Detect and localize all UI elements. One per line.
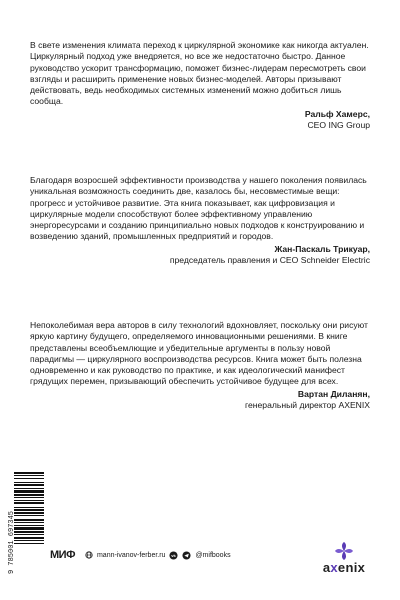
author-name: Ральф Хамерс, <box>304 108 370 119</box>
isbn-barcode <box>14 472 44 574</box>
social-handle[interactable]: @mifbooks <box>195 551 231 559</box>
isbn-number: 9 785001 697345 <box>8 510 16 574</box>
quote-attribution <box>30 244 370 267</box>
author-name: Вартан Диланян, <box>297 388 370 399</box>
axenix-emblem-icon <box>304 540 384 562</box>
quote-text: В свете изменения климата переход к циркулярной экономике как никогда актуален. Циркулярный подход уже внедряется, но все же недостаточно быстро. Данное руководство ускорит трансформацию, поможет бизнес-лидерам пересмотреть свои взгляды и расширить применение новых бизнес-моделей. Авторы призывают действовать, ведь необходимых системных изменений можно добиться лишь сообща. <box>30 40 369 107</box>
telegram-icon[interactable] <box>182 551 191 560</box>
website-link[interactable]: mann-ivanov-ferber.ru <box>96 551 166 559</box>
quote-text: Благодаря возросшей эффективности производства у нашего поколения появилась уникальная возможность соединить две, казалось бы, несовместимые вещи: прогресс и устойчивое развитие. Эта книга показывает, как цифровизация и циркулярные модели способствуют более эффективному управлению энергоресурсами и созданию принципиально новых подходов к конструированию и возведению зданий, промышленных предприятий и городов. <box>30 175 367 242</box>
quote-attribution <box>30 389 370 412</box>
quote-text: Непоколебимая вера авторов в силу технологий вдохновляет, поскольку они рисуют яркую картину будущего, определяемого инновационными решениями. В книге представлены всеобъемлющие и убедительные аргументы в пользу новой парадигмы — циркулярного воспроизводства ресурсов. Книга может быть полезна одновременно и как руководство по практике, и как идеологический манифест грядущих перемен, призывающий обеспечить устойчивое будущее для всех. <box>30 320 368 387</box>
author-role: генеральный директор AXENIX <box>245 400 370 411</box>
author-name: Жан-Паскаль Трикуар, <box>274 243 370 254</box>
author-role: CEO ING Group <box>307 120 370 131</box>
quote-vartan-dilanyan <box>30 320 370 412</box>
svg-text:vk: vk <box>171 552 177 558</box>
vk-icon[interactable] <box>169 551 178 560</box>
publisher-footer <box>50 548 231 562</box>
globe-icon <box>85 551 93 559</box>
quote-ralph-hamers <box>30 40 370 132</box>
author-role: председатель правления и CEO Schneider Electric <box>169 255 370 266</box>
mif-logo: МИФ <box>50 549 75 561</box>
quote-attribution <box>30 109 370 132</box>
axenix-wordmark: axenix <box>322 560 366 575</box>
quote-jean-pascal-tricoire <box>30 175 370 267</box>
axenix-logo <box>304 540 384 580</box>
